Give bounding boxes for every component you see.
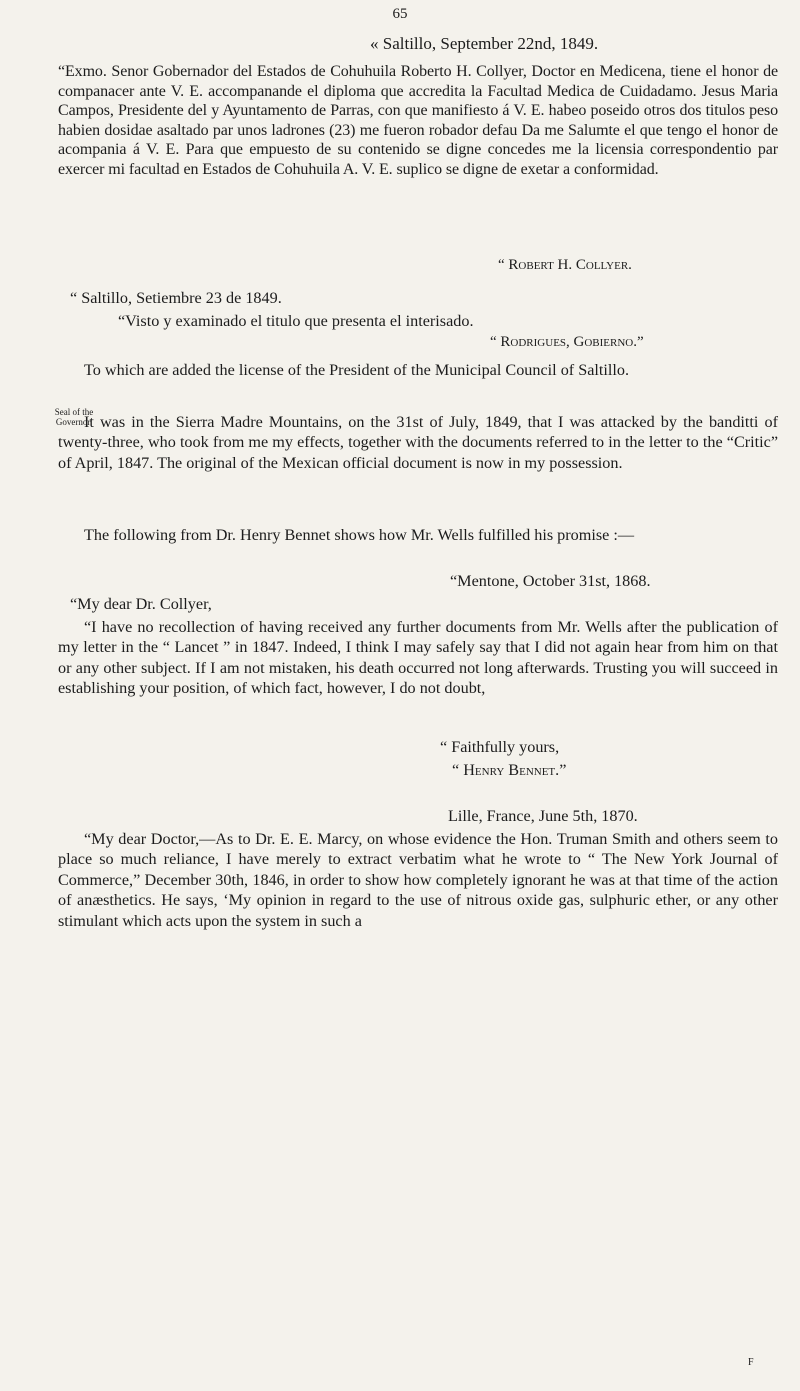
governor-note-text: “Visto y examinado el titulo que presenta el interisado.	[118, 312, 474, 330]
spanish-letter-signature: “ Robert H. Collyer.	[498, 257, 632, 273]
governor-seal-label: Seal of the Governor.	[54, 407, 94, 427]
governor-note-signature: “ Rodrigues, Gobierno.”	[490, 334, 644, 350]
page-number: 65	[392, 6, 408, 22]
paragraph-attack: It was in the Sierra Madre Mountains, on the 31st of July, 1849, that I was attacked by the banditti of twenty-three, who took from me my effects, together with the documents referred to in the letter to the “Critic” of April, 1847. The original of the Mexican official document is now in my possession.	[58, 413, 778, 472]
paragraph-bennet-intro: The following from Dr. Henry Bennet shows how Mr. Wells fulfilled his promise :—	[84, 526, 635, 544]
lille-letter-body: “My dear Doctor,—As to Dr. E. E. Marcy, on whose evidence the Hon. Truman Smith and others seem to place so much reliance, I have merely to extract verbatim what he wrote to “ The New York Journal of Commerce,” December 30th, 1846, in order to show how completely ignorant he was at that time of the action of anæsthetics. He says, ‘My opinion in regard to the use of nitrous oxide gas, sulphuric ether, or any other stimulant which acts upon the system in such a	[58, 830, 778, 930]
bennet-letter-closing: “ Faithfully yours,	[440, 738, 560, 756]
bennet-letter-salutation: “My dear Dr. Collyer,	[70, 595, 212, 613]
governor-note-dateline: “ Saltillo, Setiembre 23 de 1849.	[70, 289, 282, 307]
bennet-letter-body: “I have no recollection of having received any further documents from Mr. Wells after the publication of my letter in the “ Lancet ” in 1847. Indeed, I think I may safely say that I did not again hear from him on that or any other subject. If I am not mistaken, his death occurred not long afterwards. Trusting you will succeed in establishing your position, of which fact, however, I do not doubt,	[58, 618, 778, 698]
lille-letter-dateline: Lille, France, June 5th, 1870.	[448, 807, 638, 825]
signature-mark: F	[748, 1357, 754, 1368]
bennet-letter-signature: “ Henry Bennet.”	[452, 761, 567, 779]
bennet-letter-dateline: “Mentone, October 31st, 1868.	[450, 572, 651, 590]
paragraph-license: To which are added the license of the President of the Municipal Council of Saltillo.	[84, 361, 630, 379]
spanish-letter-text: “Exmo. Senor Gobernador del Estados de Cohuhuila Roberto H. Collyer, Doctor en Medicena, tiene el honor de companacer ante V. E. accompanande el diploma que accredita la Facultad Medica de Cuidadamo. Jesus Maria Campos, Presidente del y Ayuntamento de Parras, con que manifiesto á V. E. habeo poseido otros dos titulos peso habien dosidae asaltado par unos ladrones (23) me fueron robador defau Da me Salumte el que tengo el honor de acompania á V. E. Para que empuesto de su contenido se digne concedes me la licensia correspondentio par exercer mi facultad en Estados de Cohuhuila A. V. E. suplico se digne de exetar a conformidad.	[58, 63, 778, 178]
spanish-letter-dateline: « Saltillo, September 22nd, 1849.	[370, 34, 599, 53]
